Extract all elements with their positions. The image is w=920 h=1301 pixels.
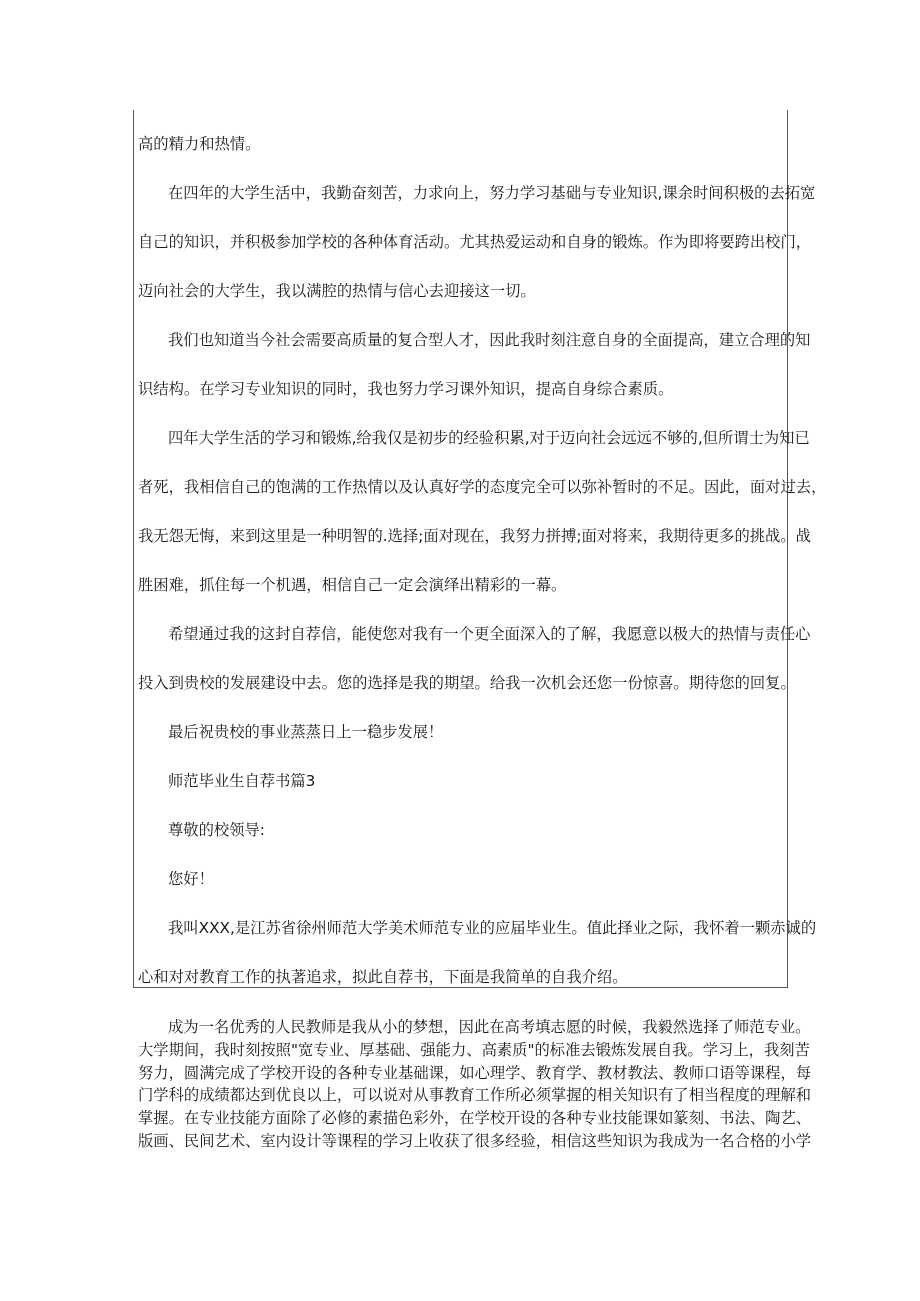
paragraph-line: 版画、民间艺术、室内设计等课程的学习上收获了很多经验，相信这些知识为我成为一名合格的小学 xyxy=(138,1131,812,1150)
paragraph-line: 者死，我相信自己的饱满的工作热情以及认真好学的态度完全可以弥补暂时的不足。因此，面对过去， xyxy=(138,478,827,496)
paragraph-line: 大学期间，我时刻按照"宽专业、厚基础、强能力、高素质"的标准去锻炼发展自我。学习上，我刻苦 xyxy=(138,1040,810,1059)
paragraph-line: 高的精力和热情。 xyxy=(138,135,261,153)
paragraph-line: 我们也知道当今社会需要高质量的复合型人才，因此我时刻注意自身的全面提高，建立合理的知 xyxy=(168,331,811,349)
section-title: 师范毕业生自荐书篇3 xyxy=(168,772,316,790)
paragraph-line: 掌握。在专业技能方面除了必修的素描色彩外，在学校开设的各种专业技能课如篆刻、书法、陶艺、 xyxy=(138,1109,812,1128)
paragraph-line: 迈向社会的大学生，我以满腔的热情与信心去迎接这一切。 xyxy=(138,282,536,300)
salutation: 尊敬的校领导: xyxy=(168,821,265,839)
paragraph-line: 自己的知识，并积极参加学校的各种体育活动。尤其热爱运动和自身的锻炼。作为即将要跨出校门， xyxy=(138,233,812,251)
body-paragraph xyxy=(138,1016,812,1153)
paragraph-line: 心和对对教育工作的执著追求，拟此自荐书，下面是我简单的自我介绍。 xyxy=(138,968,628,986)
paragraph-line: 胜困难，抓住每一个机遇，相信自己一定会演绎出精彩的一幕。 xyxy=(138,576,567,594)
paragraph-line: 努力，圆满完成了学校开设的各种专业基础课，如心理学、教育学、教材教法、教师口语等课程，每 xyxy=(138,1063,812,1082)
paragraph-line: 成为一名优秀的人民教师是我从小的梦想，因此在高考填志愿的时候，我毅然选择了师范专业。 xyxy=(168,1018,811,1036)
paragraph-line: 投入到贵校的发展建设中去。您的选择是我的期望。给我一次机会还您一份惊喜。期待您的回复。 xyxy=(138,674,796,692)
closing-wish: 最后祝贵校的事业蒸蒸日上一稳步发展！ xyxy=(168,723,444,741)
paragraph-line: 四年大学生活的学习和锻炼,给我仅是初步的经验积累,对于迈向社会远远不够的,但所谓士为知已 xyxy=(168,429,810,447)
paragraph-line: 门学科的成绩都达到优良以上，可以说对从事教育工作所必须掌握的相关知识有了相当程度的理解和 xyxy=(138,1086,812,1105)
paragraph-line: 识结构。在学习专业知识的同时，我也努力学习课外知识，提高自身综合素质。 xyxy=(138,380,674,398)
greeting: 您好！ xyxy=(168,870,214,888)
paragraph-line: 我叫XXX,是江苏省徐州师范大学美术师范专业的应届毕业生。值此择业之际，我怀着一颗赤诚的 xyxy=(168,919,817,937)
paragraph-line: 我无怨无悔，来到这里是一种明智的.选择;面对现在，我努力拼搏;面对将来，我期待更多的挑战。战 xyxy=(138,527,811,545)
paragraph-line: 在四年的大学生活中，我勤奋刻苦，力求向上，努力学习基础与专业知识,课余时间积极的去拓宽 xyxy=(168,184,816,202)
paragraph-line: 希望通过我的这封自荐信，能使您对我有一个更全面深入的了解，我愿意以极大的热情与责任心 xyxy=(168,625,811,643)
